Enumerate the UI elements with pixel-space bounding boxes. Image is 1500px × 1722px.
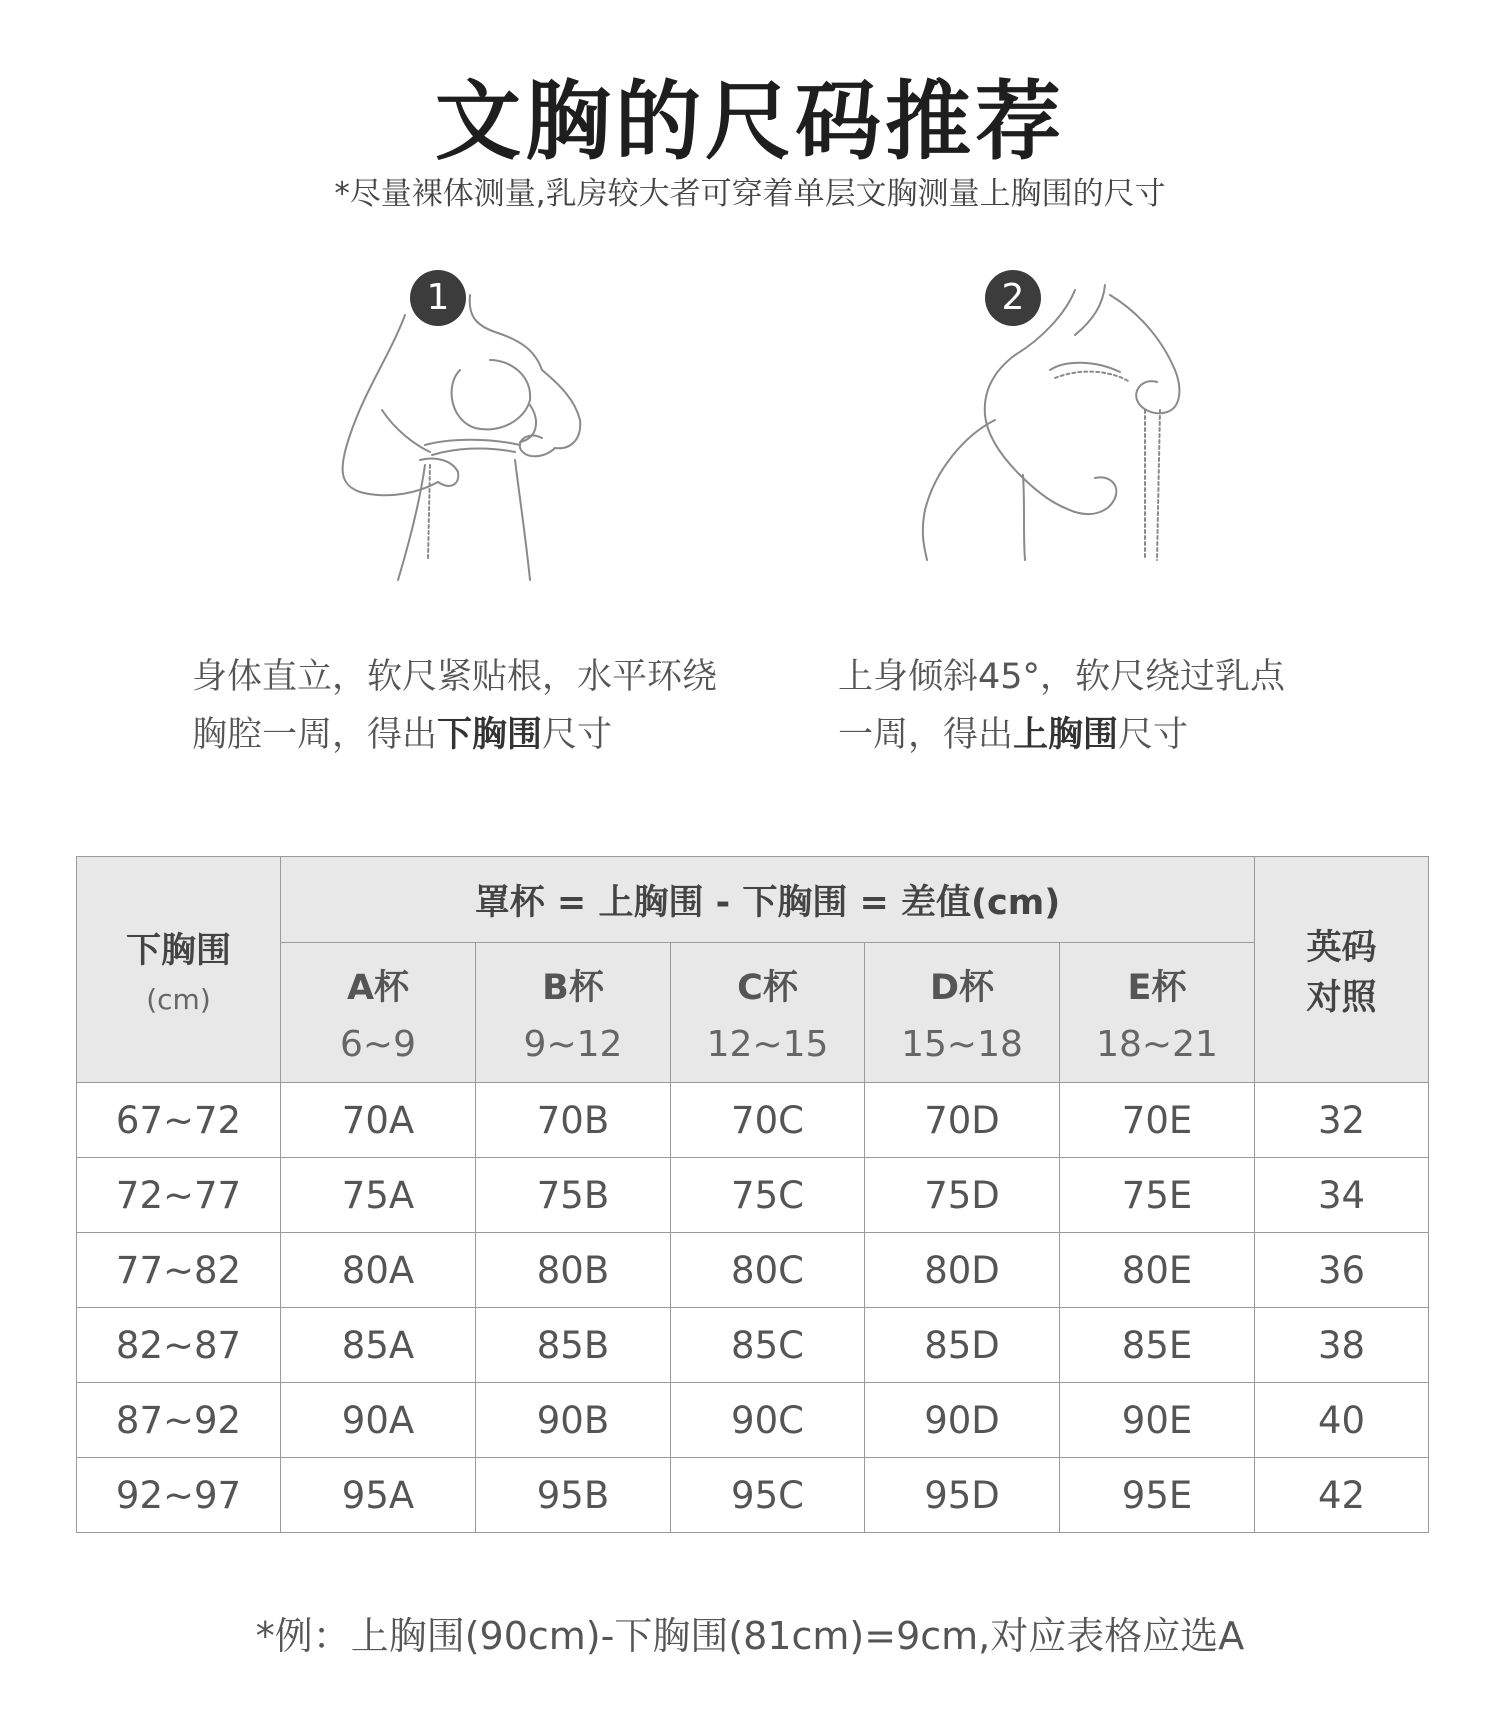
bra-size-cell: 80E: [1060, 1233, 1255, 1308]
table-row: [77, 1233, 1429, 1308]
bra-size-cell: 85E: [1060, 1308, 1255, 1383]
bra-size-cell: 85B: [476, 1308, 671, 1383]
bra-size-cell: 95C: [671, 1458, 865, 1533]
bra-size-cell: 70A: [281, 1083, 476, 1158]
uk-size-header-line-2: 对照: [1306, 977, 1377, 1018]
step-2-line-1: 上身倾斜45°，软尺绕过乳点: [838, 657, 1286, 697]
bra-size-cell: 85D: [865, 1308, 1060, 1383]
step-1-illustration: [320, 260, 680, 620]
step-1-line-2: [192, 706, 717, 764]
bra-size-cell: 75A: [281, 1158, 476, 1233]
bra-size-cell: 95E: [1060, 1458, 1255, 1533]
uk-size-cell: 38: [1255, 1308, 1429, 1383]
cup-range: 15~18: [901, 1024, 1023, 1065]
step-1-line-1: 身体直立，软尺紧贴根，水平环绕: [192, 657, 718, 697]
bra-size-cell: 90C: [671, 1383, 865, 1458]
uk-size-cell: 40: [1255, 1383, 1429, 1458]
step-2-line-2-suffix: 尺寸: [1118, 715, 1189, 755]
underbust-range-cell: 77~82: [77, 1233, 281, 1308]
step-1-line-2-suffix: 尺寸: [542, 715, 613, 755]
underbust-range-cell: 82~87: [77, 1308, 281, 1383]
bra-size-cell: 80C: [671, 1233, 865, 1308]
cup-name: E杯: [1127, 968, 1187, 1008]
cup-header-cell: [476, 943, 671, 1083]
underbust-measuring-illustration: [320, 260, 680, 620]
underbust-range-cell: 87~92: [77, 1383, 281, 1458]
table-row: [77, 1083, 1429, 1158]
bra-size-cell: 90A: [281, 1383, 476, 1458]
cup-header-cell: [1060, 943, 1255, 1083]
bra-size-cell: 90D: [865, 1383, 1060, 1458]
bra-size-cell: 75B: [476, 1158, 671, 1233]
bra-size-cell: 90E: [1060, 1383, 1255, 1458]
uk-size-header-line-1: 英码: [1306, 927, 1377, 968]
table-row: [77, 1383, 1429, 1458]
cup-name: D杯: [929, 968, 995, 1008]
bra-size-cell: 75D: [865, 1158, 1060, 1233]
cup-range: 9~12: [523, 1024, 623, 1065]
bra-size-cell: 85A: [281, 1308, 476, 1383]
cup-name: C杯: [737, 968, 798, 1008]
uk-size-cell: 36: [1255, 1233, 1429, 1308]
step-2-line-2-bold: 上胸围: [1013, 715, 1119, 755]
bra-size-cell: 75E: [1060, 1158, 1255, 1233]
step-2-badge: 2: [985, 270, 1041, 326]
uk-size-cell: 32: [1255, 1083, 1429, 1158]
bra-size-cell: 80B: [476, 1233, 671, 1308]
page-subtitle: *尽量裸体测量,乳房较大者可穿着单层文胸测量上胸围的尺寸: [334, 176, 1166, 212]
bra-size-cell: 95B: [476, 1458, 671, 1533]
step-1-line-2-prefix: 胸腔一周，得出: [192, 715, 438, 755]
bra-size-cell: 80A: [281, 1233, 476, 1308]
overbust-measuring-illustration: [905, 260, 1265, 620]
cup-range: 12~15: [706, 1024, 829, 1065]
uk-size-header-cell: [1255, 857, 1429, 1083]
underbust-range-cell: 72~77: [77, 1158, 281, 1233]
cup-name: A杯: [346, 968, 410, 1008]
underbust-header: 下胸围: [125, 931, 231, 971]
bra-size-cell: 90B: [476, 1383, 671, 1458]
step-2-line-2: [838, 706, 1285, 764]
step-2-line-2-prefix: 一周，得出: [838, 715, 1014, 755]
bra-size-cell: 85C: [671, 1308, 865, 1383]
uk-size-cell: 34: [1255, 1158, 1429, 1233]
step-1-badge: 1: [410, 270, 466, 326]
bra-size-cell: 95A: [281, 1458, 476, 1533]
bra-size-cell: 80D: [865, 1233, 1060, 1308]
cup-header-cell: [865, 943, 1060, 1083]
underbust-range-cell: 92~97: [77, 1458, 281, 1533]
bra-size-cell: 70C: [671, 1083, 865, 1158]
bra-size-cell: 70B: [476, 1083, 671, 1158]
size-chart-table: [76, 856, 1429, 1533]
bra-size-cell: 95D: [865, 1458, 1060, 1533]
size-table-body: [77, 1083, 1429, 1533]
step-1-description: [192, 648, 717, 764]
uk-size-cell: 42: [1255, 1458, 1429, 1533]
cup-header-cell: [281, 943, 476, 1083]
cup-range: 6~9: [340, 1024, 416, 1065]
step-2-description: [838, 648, 1285, 764]
cup-range: 18~21: [1096, 1024, 1218, 1065]
cup-formula-header: [281, 857, 1255, 943]
underbust-unit: (cm): [146, 983, 211, 1016]
cup-formula-unit: (cm): [971, 882, 1061, 923]
bra-size-cell: 70E: [1060, 1083, 1255, 1158]
bra-size-cell: 70D: [865, 1083, 1060, 1158]
step-1-line-2-bold: 下胸围: [437, 715, 543, 755]
step-2-illustration: [905, 260, 1265, 620]
table-row: [77, 1308, 1429, 1383]
cup-formula: 罩杯 = 上胸围 - 下胸围 = 差值: [474, 882, 972, 923]
bra-size-cell: 75C: [671, 1158, 865, 1233]
underbust-header-cell: [77, 857, 281, 1083]
cup-name: B杯: [542, 968, 604, 1008]
page-title: 文胸的尺码推荐: [435, 72, 1065, 172]
example-note: *例：上胸围(90cm)-下胸围(81cm)=9cm,对应表格应选A: [255, 1614, 1245, 1658]
cup-header-cell: [671, 943, 865, 1083]
table-row: [77, 1458, 1429, 1533]
underbust-range-cell: 67~72: [77, 1083, 281, 1158]
table-row: [77, 1158, 1429, 1233]
